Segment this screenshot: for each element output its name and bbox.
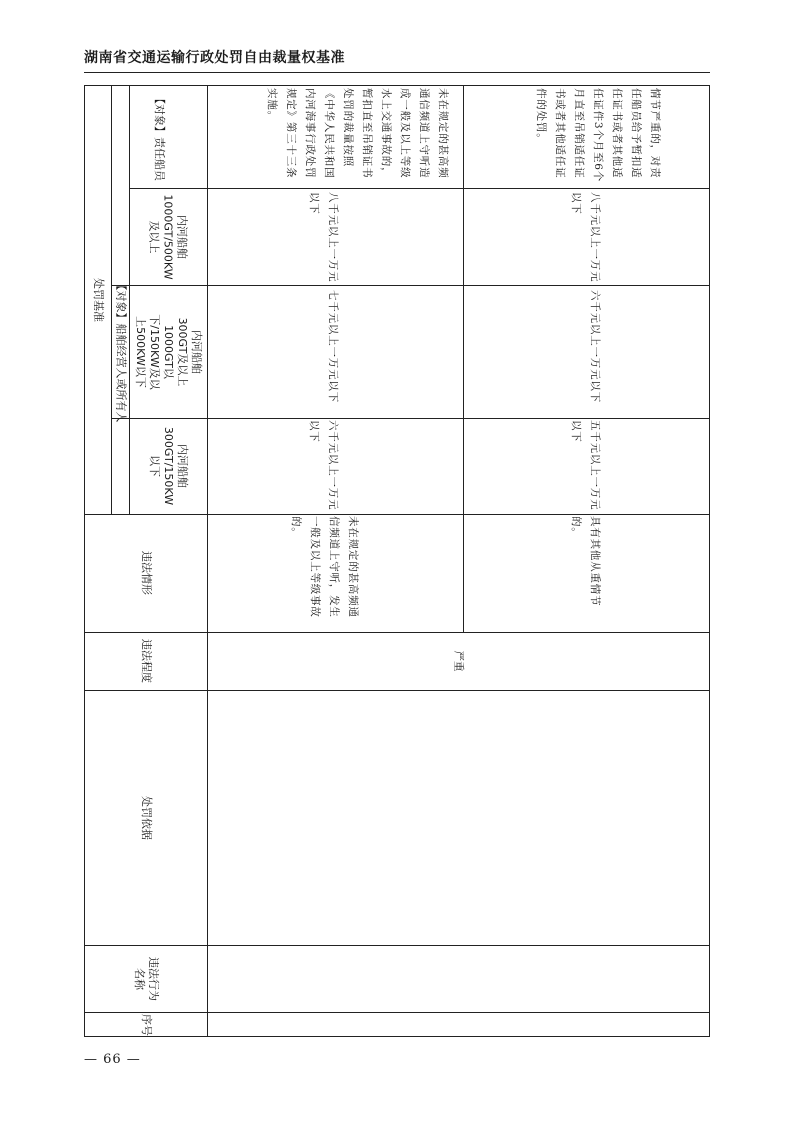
row2-fine-small: 五千元以上一万元以下 xyxy=(570,420,601,511)
header-degree: 违法程度 xyxy=(139,639,153,683)
header-object-crew: 【对象】责任船员 xyxy=(153,92,166,181)
header-legal-basis: 处罚依据 xyxy=(139,795,153,840)
header-vessel-large: 内河船舶1000GT/500KW及以上 xyxy=(148,193,189,280)
row-line xyxy=(129,188,710,189)
header-vessel-small: 内河船舶300GT/150KW以下 xyxy=(148,426,189,506)
degree-value: 严重 xyxy=(452,650,465,672)
page-header-title: 湖南省交通运输行政处罚自由裁量权基准 xyxy=(84,50,345,66)
header-serial: 序号 xyxy=(139,1013,153,1036)
row1-crew-penalty: 未在规定的甚高频通信频道上守听造成一般及以上等级水上交通事故的，暂扣直至吊销证书处罚的裁量按照《中华人民共和国内河海事行政处罚规定》第三十三条实施。 xyxy=(266,88,449,179)
page-number: — 66 — xyxy=(84,1052,141,1067)
col-line xyxy=(463,85,464,514)
row1-fine-large: 八千元以上一万元以下 xyxy=(308,192,339,283)
header-circumstance: 违法情形 xyxy=(139,551,153,595)
header-penalty-standard: 处罚基准 xyxy=(91,277,105,322)
header-rule xyxy=(84,72,710,73)
row2-crew-penalty: 情节严重的，对责任船员给予暂扣适任证书或者其他适任证件3个月至6个月直至吊销适任证书或者其他适任证件的处罚。 xyxy=(535,88,661,183)
row1-fine-mid: 七千元以上一万元以下 xyxy=(327,290,339,403)
row1-circumstance: 未在规定的甚高频通信频道上守听，发生一般及以上等级事故的。 xyxy=(290,516,359,618)
row2-circumstance: 具有其他从重情节的。 xyxy=(570,516,601,607)
header-vessel-mid: 内河船舶300GT及以上1000GT以下/150KW及以上500KW以下 xyxy=(134,313,203,390)
col-line xyxy=(463,514,464,632)
row1-fine-small: 六千元以上一万元以下 xyxy=(308,420,339,511)
header-object-owner: 【对象】船舶经营人或所有人 xyxy=(114,279,127,423)
header-violation-name: 违法行为名称 xyxy=(132,956,160,1001)
row2-fine-mid: 六千元以上一万元以下 xyxy=(589,290,601,403)
col-line xyxy=(207,85,208,1037)
row2-fine-large: 八千元以上一万元以下 xyxy=(570,192,601,283)
